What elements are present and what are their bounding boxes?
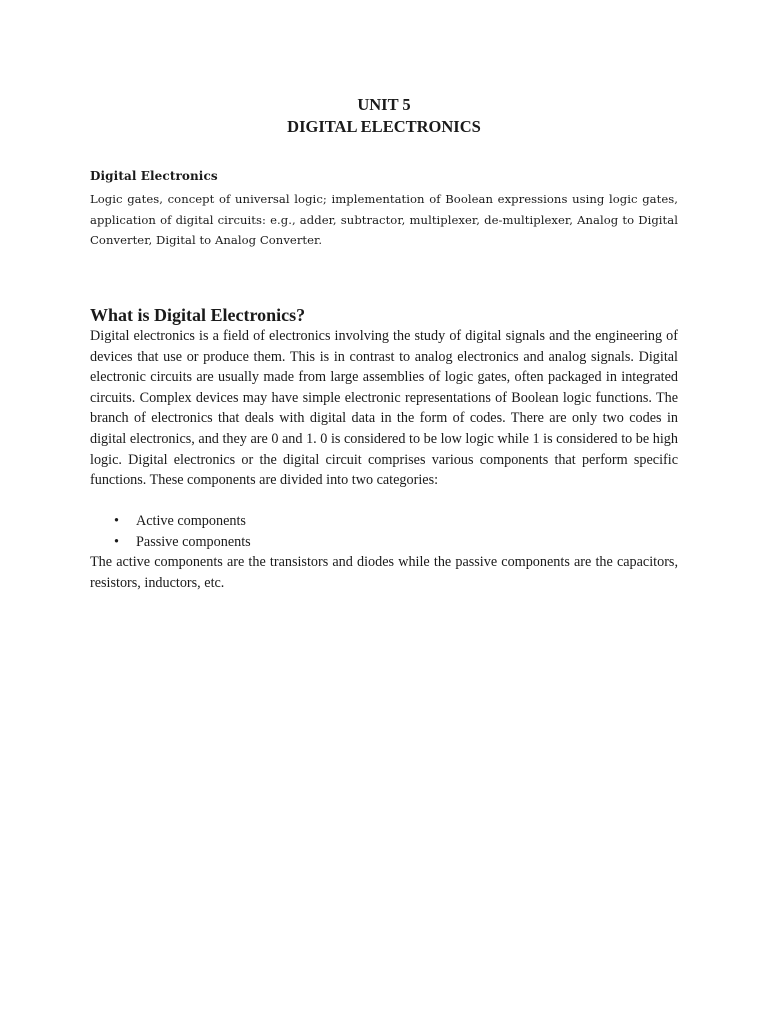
unit-label: UNIT 5 [357, 95, 411, 114]
syllabus-text: Logic gates, concept of universal logic; implementation of Boolean expressions using logic gates, application of digital circuits: e.g., adder, subtractor, multiplexer, de-multiplexer, Analog to Digital Converter, Digital to Analog Converter. [90, 192, 678, 247]
bullet-icon: • [114, 533, 119, 550]
syllabus-heading: Digital Electronics [90, 169, 218, 183]
closing-paragraph: The active components are the transistors and diodes while the passive components are the capacitors, resistors, inductors, etc. [90, 554, 678, 591]
section-paragraph: Digital electronics is a field of electronics involving the study of digital signals and the engineering of devices that use or produce them. This is in contrast to analog electronics and analog signals. Digital electronic circuits are usually made from large assemblies of logic gates, often packaged in integrated circuits. Complex devices may have simple electronic representations of Boolean logic functions. The branch of electronics that deals with digital data in the form of codes. There are only two codes in digital electronics, and they are 0 and 1. 0 is considered to be low logic while 1 is considered to be high logic. Digital electronics or the digital circuit comprises various components that perform specific functions. These components are divided into two categories: [90, 328, 678, 489]
list-item-text: Active components [136, 513, 246, 529]
bullet-icon: • [114, 513, 119, 529]
list-item [90, 532, 678, 553]
unit-title: DIGITAL ELECTRONICS [287, 117, 481, 136]
section-heading: What is Digital Electronics? [90, 305, 306, 325]
components-list [90, 511, 678, 552]
list-item [90, 511, 678, 532]
unit-title-block [0, 94, 768, 138]
list-item-text: Passive components [136, 533, 251, 550]
